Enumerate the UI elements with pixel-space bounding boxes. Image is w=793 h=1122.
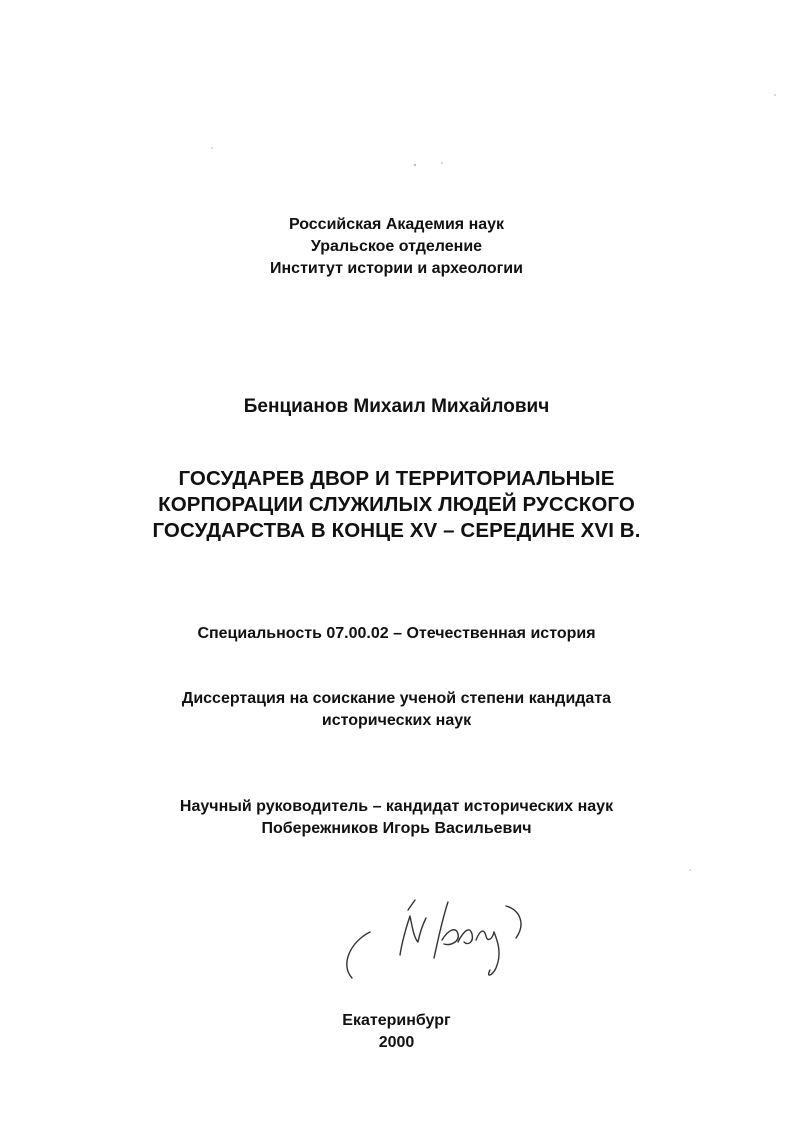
degree-line-1: Диссертация на соискание ученой степени кандидата [181,690,612,707]
signature [330,880,560,990]
institution-branch: Уральское отделение [310,238,483,255]
title-line-2: КОРПОРАЦИИ СЛУЖИЛЫХ ЛЮДЕЙ РУССКОГО [158,493,635,516]
institution-department: Институт истории и археологии [270,260,523,277]
institution-name: Российская Академия наук [288,216,505,233]
supervisor-name: Побережников Игорь Васильевич [261,820,532,837]
degree-line-2: исторических наук [321,712,472,729]
specialty: Специальность 07.00.02 – Отечественная история [197,625,596,642]
city: Екатеринбург [342,1012,451,1029]
year: 2000 [378,1034,415,1051]
supervisor-title: Научный руководитель – кандидат исторических наук [179,798,614,815]
title-line-3: ГОСУДАРСТВА В КОНЦЕ XV – СЕРЕДИНЕ XVI В. [152,519,641,542]
author-name: Бенцианов Михаил Михайлович [243,396,550,417]
title-line-1: ГОСУДАРЕВ ДВОР И ТЕРРИТОРИАЛЬНЫЕ [178,467,615,490]
